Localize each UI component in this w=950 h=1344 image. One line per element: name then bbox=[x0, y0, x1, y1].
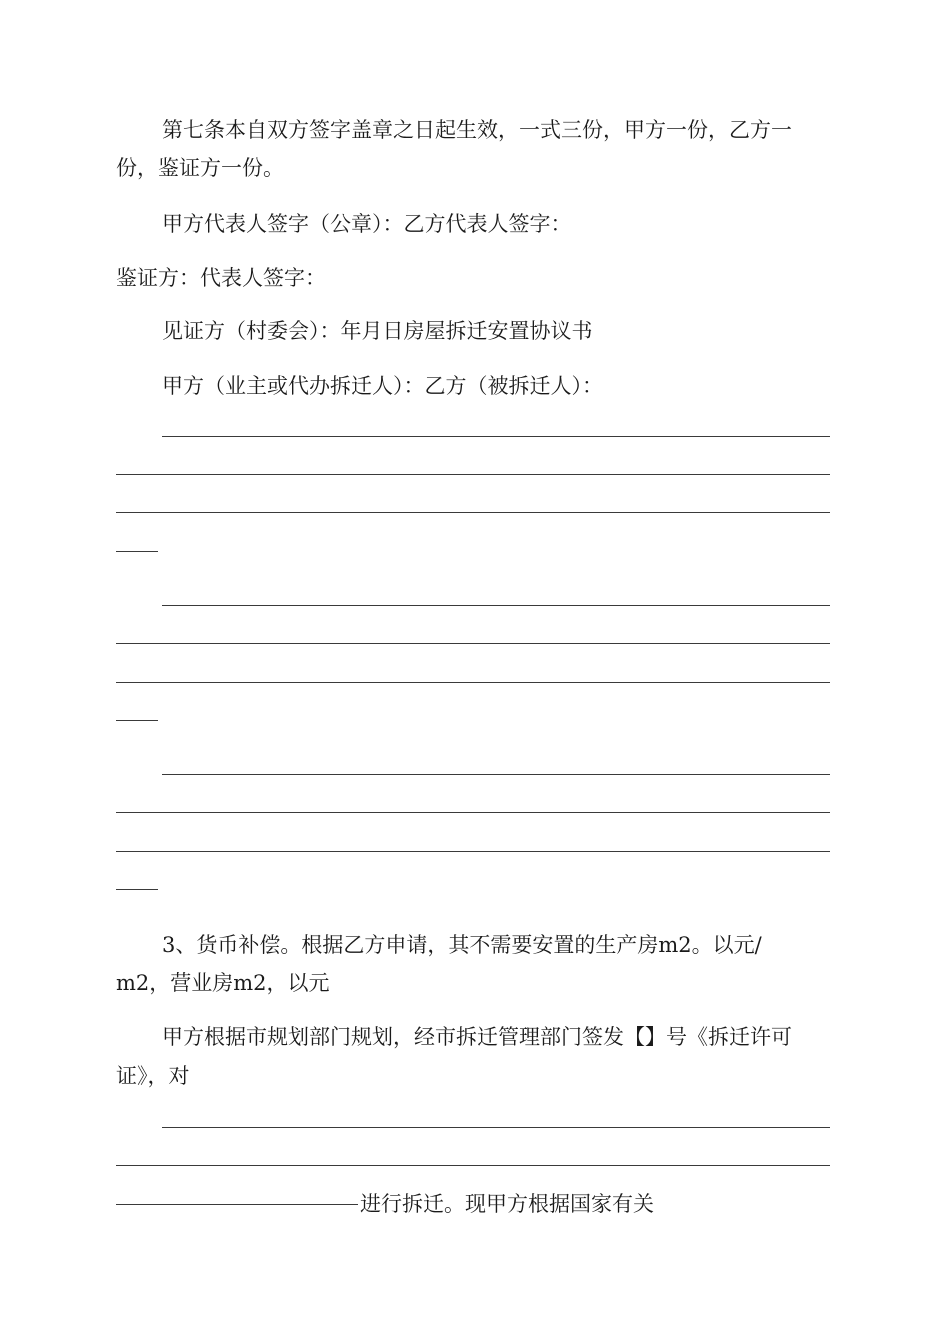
demolition-tail-text: 进行拆迁。现甲方根据国家有关 bbox=[360, 1192, 654, 1216]
blank-rule bbox=[116, 551, 158, 552]
article7-line2: 份，鉴证方一份。 bbox=[116, 156, 284, 180]
article7-line1: 第七条本自双方签字盖章之日起生效，一式三份，甲方一份，乙方一 bbox=[162, 118, 792, 142]
blank-rule bbox=[116, 812, 830, 813]
blank-rule bbox=[116, 1165, 830, 1166]
permit-line2: 证》，对 bbox=[116, 1064, 190, 1088]
blank-rule bbox=[116, 512, 830, 513]
blank-rule bbox=[162, 436, 830, 437]
signature-party-ab: 甲方代表人签字（公章）：乙方代表人签字： bbox=[162, 212, 572, 236]
parties-line: 甲方（业主或代办拆迁人）：乙方（被拆迁人）： bbox=[162, 374, 603, 398]
blank-rule bbox=[116, 889, 158, 890]
section3-line2: m2，营业房m2，以元 bbox=[116, 971, 330, 995]
signature-verifier: 鉴证方：代表人签字： bbox=[116, 266, 326, 290]
permit-line1: 甲方根据市规划部门规划，经市拆迁管理部门签发【】号《拆迁许可 bbox=[162, 1025, 792, 1049]
blank-rule bbox=[116, 682, 830, 683]
blank-rule bbox=[116, 720, 158, 721]
blank-rule bbox=[162, 605, 830, 606]
blank-rule bbox=[162, 1127, 830, 1128]
witness-title: 见证方（村委会）：年月日房屋拆迁安置协议书 bbox=[162, 319, 593, 343]
blank-rule bbox=[116, 1204, 358, 1205]
blank-rule bbox=[162, 774, 830, 775]
section3-line1: 3、货币补偿。根据乙方申请，其不需要安置的生产房m2。以元/ bbox=[162, 933, 762, 957]
blank-rule bbox=[116, 643, 830, 644]
blank-rule bbox=[116, 851, 830, 852]
blank-rule bbox=[116, 474, 830, 475]
